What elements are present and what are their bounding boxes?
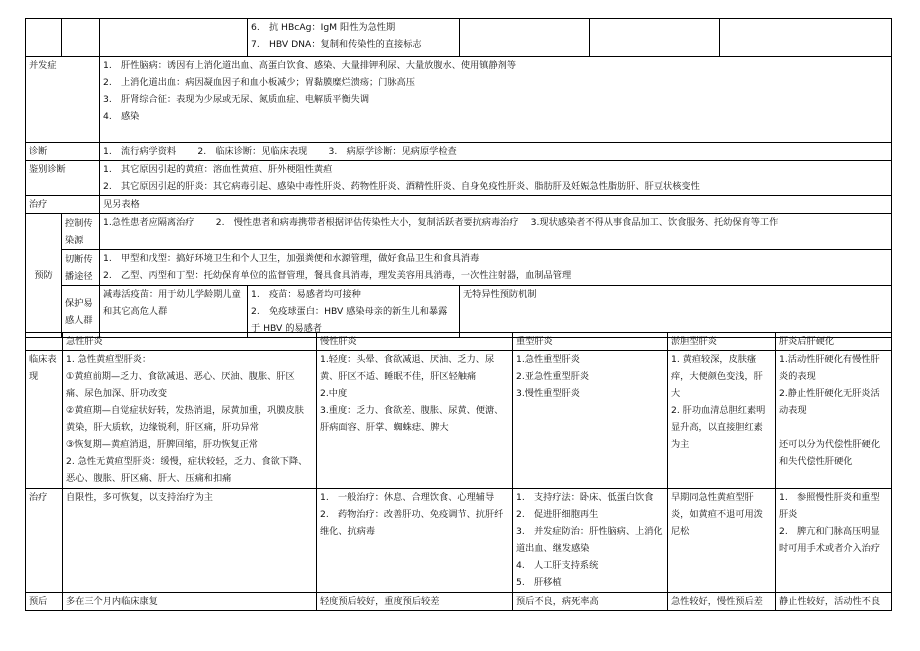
list-item: 1.急性重型肝炎 <box>516 354 580 365</box>
table-row <box>26 143 892 161</box>
table-cell <box>513 489 668 593</box>
table-cell <box>590 19 720 57</box>
table-row <box>26 286 892 338</box>
list-item: ①黄疸前期—乏力、食欲减退、恶心、厌油、腹胀、肝区痛、尿色加深、肝功改变 <box>66 371 295 399</box>
table-cell <box>513 351 668 489</box>
table-cell: 轻度预后较好，重度预后较差 <box>317 593 513 611</box>
table-header-row <box>26 333 892 351</box>
spacer <box>779 419 888 436</box>
hepatitis-type-table <box>25 332 892 611</box>
list-item: 2.静止性肝硬化无肝炎活动表现 <box>779 388 880 416</box>
table-cell: 预后不良，病死率高 <box>513 593 668 611</box>
table-row <box>26 489 892 593</box>
table-row <box>26 19 892 57</box>
table-cell: 减毒活疫苗：用于幼儿学龄期儿童和其它高危人群 <box>100 286 248 338</box>
table-cell: 见另表格 <box>100 196 892 214</box>
list-item: 7. HBV DNA：复制和传染性的直接标志 <box>251 39 422 50</box>
column-header: 急性肝炎 <box>63 333 317 351</box>
table-cell <box>26 19 62 57</box>
list-item: 1. 肝性脑病：诱因有上消化道出血、高蛋白饮食、感染、大量排钾利尿、大量放腹水、使用镇静剂等 <box>103 60 517 71</box>
list-item: 2. 促进肝细胞再生 <box>516 509 599 520</box>
row-label: 诊断 <box>26 143 100 161</box>
table-cell <box>248 286 460 338</box>
column-header: 重型肝炎 <box>513 333 668 351</box>
list-item: ②黄疸期—自觉症状好转，发热消退，尿黄加重，巩膜皮肤黄染，肝大质软，边缘锐利，肝区痛，肝功异常 <box>66 405 304 433</box>
table-cell: 静止性较好，活动性不良 <box>776 593 892 611</box>
row-label: 预后 <box>26 593 63 611</box>
list-item: 2. 肝功血清总胆红素明显升高，以直接胆红素为主 <box>671 405 766 450</box>
list-item: 1. 一般治疗：休息、合理饮食、心理辅导 <box>320 492 495 503</box>
list-item: 1. 其它原因引起的黄疸：溶血性黄疸、肝外梗阻性黄疸 <box>103 164 333 175</box>
table-cell <box>100 161 892 196</box>
list-item: 1. 黄疸较深，皮肤瘙痒，大便颜色变浅，肝大 <box>671 354 763 399</box>
list-item: 2. 上消化道出血：病因凝血因子和血小板减少；胃黏膜糜烂溃疡；门脉高压 <box>103 77 415 88</box>
list-item: 2. 脾亢和门脉高压明显时可用手术或者介入治疗 <box>779 526 881 554</box>
table-cell <box>100 250 892 286</box>
table-row <box>26 57 892 143</box>
list-item: 1. 参照慢性肝炎和重型肝炎 <box>779 492 880 520</box>
list-item: ③恢复期—黄疸消退，肝脾回缩，肝功恢复正常 <box>66 439 258 450</box>
table-cell <box>100 19 248 57</box>
table-cell <box>317 351 513 489</box>
list-item: 3.重度：乏力、食欲差、腹胀、尿黄、便溏、肝病面容、肝掌、蜘蛛痣、脾大 <box>320 405 504 433</box>
table-cell: 无特异性预防机制 <box>460 286 892 338</box>
table-cell: 自限性，多可恢复，以支持治疗为主 <box>63 489 317 593</box>
table-row <box>26 250 892 286</box>
table-cell <box>26 333 63 351</box>
list-item: 3. 并发症防治：肝性脑病、上消化道出血、继发感染 <box>516 526 663 554</box>
table-cell <box>248 19 460 57</box>
table-row <box>26 214 892 250</box>
list-item: 1. 疫苗：易感者均可接种 <box>251 289 361 300</box>
table-cell: 多在三个月内临床康复 <box>63 593 317 611</box>
sub-label: 保护易感人群 <box>62 286 100 338</box>
column-header: 慢性肝炎 <box>317 333 513 351</box>
list-item: 2. 其它原因引起的肝炎：其它病毒引起、感染中毒性肝炎、药物性肝炎、酒精性肝炎、自身免疫性肝炎、脂肪肝及妊娠急性脂肪肝、肝豆状核变性 <box>103 181 700 192</box>
table-cell <box>317 489 513 593</box>
list-item: 2. 免疫球蛋白：HBV 感染母亲的新生儿和暴露于 HBV 的易感者 <box>251 306 448 334</box>
column-header: 淤胆型肝炎 <box>668 333 776 351</box>
row-label: 鉴别诊断 <box>26 161 100 196</box>
list-item: 6. 抗 HBcAg：IgM 阳性为急性期 <box>251 22 396 33</box>
list-item: 5. 肝移植 <box>516 577 562 588</box>
list-item: 1. 甲型和戊型：搞好环境卫生和个人卫生，加强粪便和水源管理，做好食品卫生和食具消毒 <box>103 253 480 264</box>
list-item: 4. 人工肝支持系统 <box>516 560 599 571</box>
list-item: 2. 急性无黄疸型肝炎：缓慢，症状较轻，乏力、食欲下降、恶心、腹胀、肝区痛、肝大、压痛和扣痛 <box>66 456 308 484</box>
row-label: 并发症 <box>26 57 100 143</box>
row-label: 治疗 <box>26 489 63 593</box>
table-cell <box>100 57 892 143</box>
list-item: 1. 急性黄疸型肝炎： <box>66 354 152 365</box>
table-cell <box>720 19 892 57</box>
list-item: 2. 乙型、丙型和丁型：托幼保育单位的监督管理，餐具食具消毒，理发美容用具消毒，一次性注射器，血制品管理 <box>103 270 572 281</box>
row-label: 预防 <box>26 214 62 338</box>
table-cell: 1.急性患者应隔离治疗 2. 慢性患者和病毒携带者根据评估传染性大小，复制活跃者要抗病毒治疗 3.现状感染者不得从事食品加工、饮食服务、托幼保育等工作 <box>100 214 892 250</box>
table-cell: 急性较好，慢性预后差 <box>668 593 776 611</box>
table-cell <box>776 351 892 489</box>
sub-label: 控制传染源 <box>62 214 100 250</box>
list-item: 1.轻度：头晕、食欲减退、厌油、乏力、尿黄、肝区不适、睡眠不佳，肝区轻触痛 <box>320 354 495 382</box>
table-cell <box>460 19 590 57</box>
row-label: 临床表现 <box>26 351 63 489</box>
sub-label: 切断传播途径 <box>62 250 100 286</box>
list-item: 2.中度 <box>320 388 348 399</box>
table-cell <box>62 19 100 57</box>
list-item: 1. 支持疗法：卧床、低蛋白饮食 <box>516 492 654 503</box>
list-item: 2. 药物治疗：改善肝功、免疫调节、抗肝纤维化、抗病毒 <box>320 509 504 537</box>
table-row <box>26 593 892 611</box>
row-label: 治疗 <box>26 196 100 214</box>
table-cell <box>668 351 776 489</box>
list-item: 3.慢性重型肝炎 <box>516 388 580 399</box>
table-cell <box>63 351 317 489</box>
table-row <box>26 196 892 214</box>
table-row <box>26 351 892 489</box>
table-cell: 早期同急性黄疸型肝炎，如黄疸不退可用泼尼松 <box>668 489 776 593</box>
table-cell: 1. 流行病学资料 2. 临床诊断：见临床表现 3. 病原学诊断：见病原学检查 <box>100 143 892 161</box>
prevention-diagnosis-table <box>25 18 892 338</box>
list-item: 还可以分为代偿性肝硬化和失代偿性肝硬化 <box>779 439 881 467</box>
list-item: 3. 肝肾综合征：表现为少尿或无尿、氮质血症、电解质平衡失调 <box>103 94 370 105</box>
column-header: 肝炎后肝硬化 <box>776 333 892 351</box>
list-item: 4. 感染 <box>103 111 140 122</box>
list-item: 1.活动性肝硬化有慢性肝炎的表现 <box>779 354 880 382</box>
table-row <box>26 161 892 196</box>
table-cell <box>776 489 892 593</box>
list-item: 2.亚急性重型肝炎 <box>516 371 590 382</box>
